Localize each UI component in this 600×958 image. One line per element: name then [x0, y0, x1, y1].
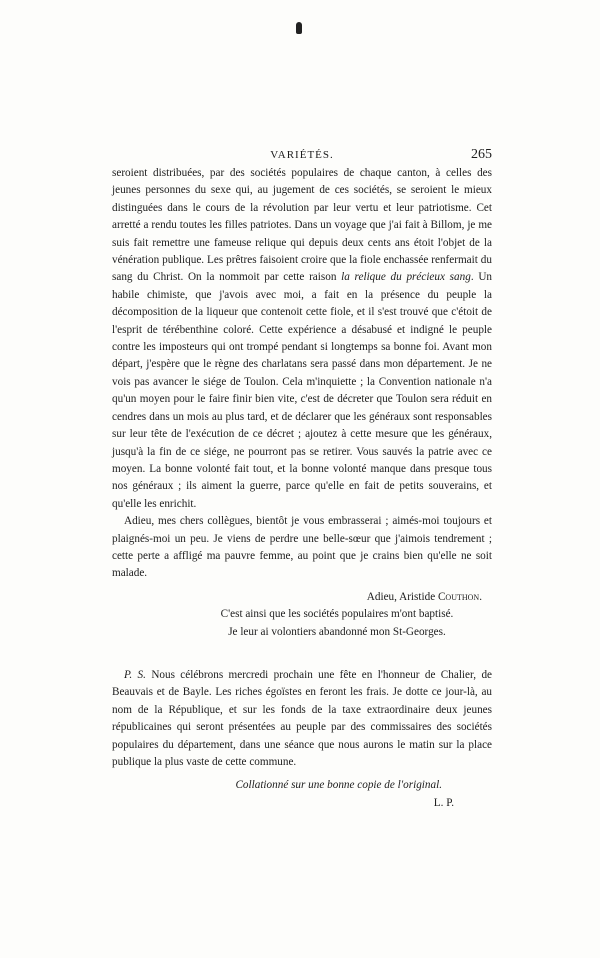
postscript-label: P. S.	[124, 668, 146, 681]
signoff-suffix: .	[479, 590, 482, 603]
signoff-name: Couthon	[437, 590, 480, 603]
editor-initials: L. P.	[433, 796, 454, 809]
relic-name-italic: la relique du précieux sang	[341, 271, 471, 284]
postscript-text: Nous célébrons mercredi prochain une fête en l'honneur de Chalier, de Beauvais et de Bayle. Les riches égoïstes en feront les frais. Je dotte ce jour-là, au nom de la République, et sur les fonds de la taxe extraordinaire deux jeunes républicaines qui seront présentées au peuple par des commissaires des sociétés populaires du département, dans une séance que nous aurons le matin sur la place publique la plus vaste de cette commune.	[112, 668, 492, 768]
body-paragraph-2: Adieu, mes chers collègues, bientôt je vous embrasserai ; aimés-moi toujours et plaignés-moi un peu. Je viens de perdre une belle-sœur que j'aimois tendrement ; cette perte a affligé ma pauvre femme, au point que je crains bien qu'elle ne soit malade.	[112, 515, 492, 580]
verse-line-2: Je leur ai volontiers abandonné mon St-Georges.	[228, 625, 446, 638]
signoff-prefix: Adieu, Aristide	[366, 590, 438, 603]
running-title: VARIÉTÉS.	[270, 149, 334, 161]
postscript-paragraph	[112, 667, 492, 771]
ink-mark	[296, 22, 302, 34]
book-page	[112, 147, 492, 812]
paragraph-1-end: . Un habile chimiste, que j'avois avec moi, a fait en la présence du peuple la décomposition de la liqueur que contenoit cette fiole, et il s'est trouvé que c'étoit de l'esprit de térébenthine coloré. Cette expérience a désabusé et indigné le peuple contre les imposteurs qui ont trompé pendant si longtemps sa bonne foi. Avant mon départ, j'espère que le règne des charlatans sera passé dans mon département. Je ne vois pas avancer le siége de Toulon. Cela m'inquiette ; la Convention nationale n'a qu'un moyen pour le faire finir bien vite, c'est de décreter que Toulon sera réduit en cendres dans un mois au plus tard, et de déclarer que les généraux sont responsables sur leur tête de l'exécution de ce décret ; ajoutez à cette mesure que les généraux, jusqu'à la fin de ce siége, ne pourront pas se retirer. Vous sauvés la patrie avec ce moyen. La bonne volonté fait tout, et la bonne volonté manque dans presque tous nos généraux ; ils aiment la guerre, parce qu'elle en fait de petits souverains, et qu'elle les enrichit.	[112, 271, 492, 510]
paragraph-1-start: seroient distribuées, par des sociétés populaires de chaque canton, à celles des jeunes personnes du sexe qui, au jugement de ces sociétés, se seroient le mieux distinguées dans le cours de la révolution par leur vertu et leur patriotisme. Cet arretté a rendu toutes les filles patriotes. Dans un voyage que j'ai fait à Billom, je me suis fait remettre une fameuse relique qui depuis deux cents ans étoit l'objet de la vénération publique. Les prêtres faisoient croire que la fiole enchassée renfermait du sang du Christ. On la nommoit par cette raison	[112, 167, 492, 284]
page-number: 265	[471, 147, 492, 162]
collation-note: Collationné sur une bonne copie de l'original.	[235, 779, 442, 792]
page-header	[112, 147, 492, 163]
body-paragraph-1	[112, 165, 492, 513]
signoff-line	[112, 589, 492, 606]
verse-line-1: C'est ainsi que les sociétés populaires m'ont baptisé.	[220, 608, 454, 621]
signature-block	[112, 589, 492, 641]
